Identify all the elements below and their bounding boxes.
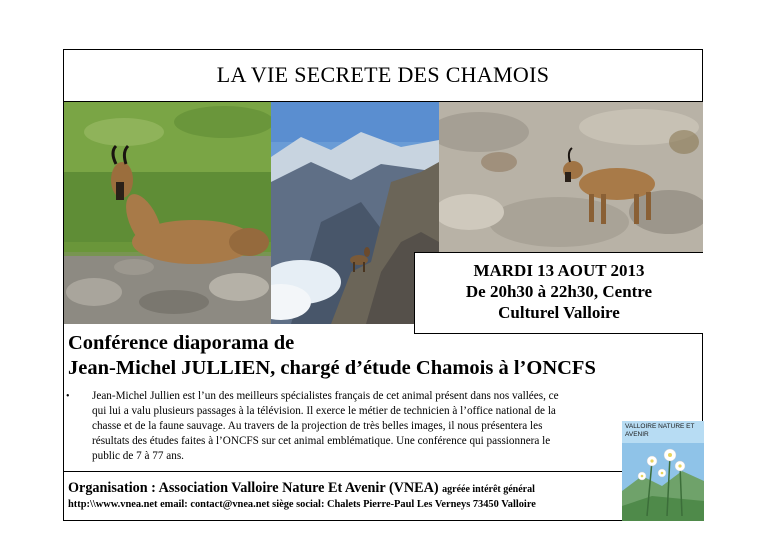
title-box — [63, 49, 703, 102]
photo-chamois-lying — [64, 102, 271, 324]
bullet: • — [66, 391, 70, 402]
logo-text-line2: AVENIR — [625, 431, 649, 438]
event-time-place: De 20h30 à 22h30, Centre — [465, 282, 653, 301]
conference-heading-line1: Conférence diaporama de — [68, 332, 295, 354]
description-line: qui lui a valu plusieurs passages à la télévision. Il exerce le métier de technicien à l’office national de la — [92, 405, 556, 417]
logo-text-line1: VALLOIRE NATURE ET — [625, 423, 695, 430]
vnea-logo — [622, 421, 704, 521]
event-date: MARDI 13 AOUT 2013 — [473, 261, 645, 280]
event-info-box — [414, 252, 703, 334]
divider — [63, 471, 622, 472]
organisation-line — [68, 480, 535, 497]
conference-heading-line2: Jean-Michel JULLIEN, chargé d’étude Chamois à l’ONCFS — [68, 357, 596, 379]
description-line: public de 7 à 77 ans. — [92, 450, 184, 462]
description-line: Jean-Michel Jullien est l’un des meilleurs spécialistes français de cet animal présent dans nos vallées, ce — [92, 390, 559, 402]
description — [66, 389, 626, 464]
organisation-name: Organisation : Association Valloire Nature Et Avenir (VNEA) — [68, 480, 439, 496]
description-line: résultats des études faites à l’ONCFS sur cet animal emblématique. Une conférence qui passionnera le — [92, 435, 551, 447]
contact-line: http:\\www.vnea.net email: contact@vnea.net siège social: Chalets Pierre-Paul Les Verneys 73450 Valloire — [68, 499, 536, 510]
description-line: chasse et de la faune sauvage. Au travers de la projection de très belles images, il nous présentera les — [92, 420, 543, 432]
logo-text — [625, 423, 694, 439]
description-text — [92, 389, 626, 464]
poster-title: LA VIE SECRETE DES CHAMOIS — [216, 62, 550, 87]
photo-chamois-scree — [439, 102, 703, 252]
event-venue: Culturel Valloire — [498, 303, 620, 322]
conference-heading — [68, 331, 596, 381]
organisation-note: agréée intérêt général — [442, 484, 535, 495]
